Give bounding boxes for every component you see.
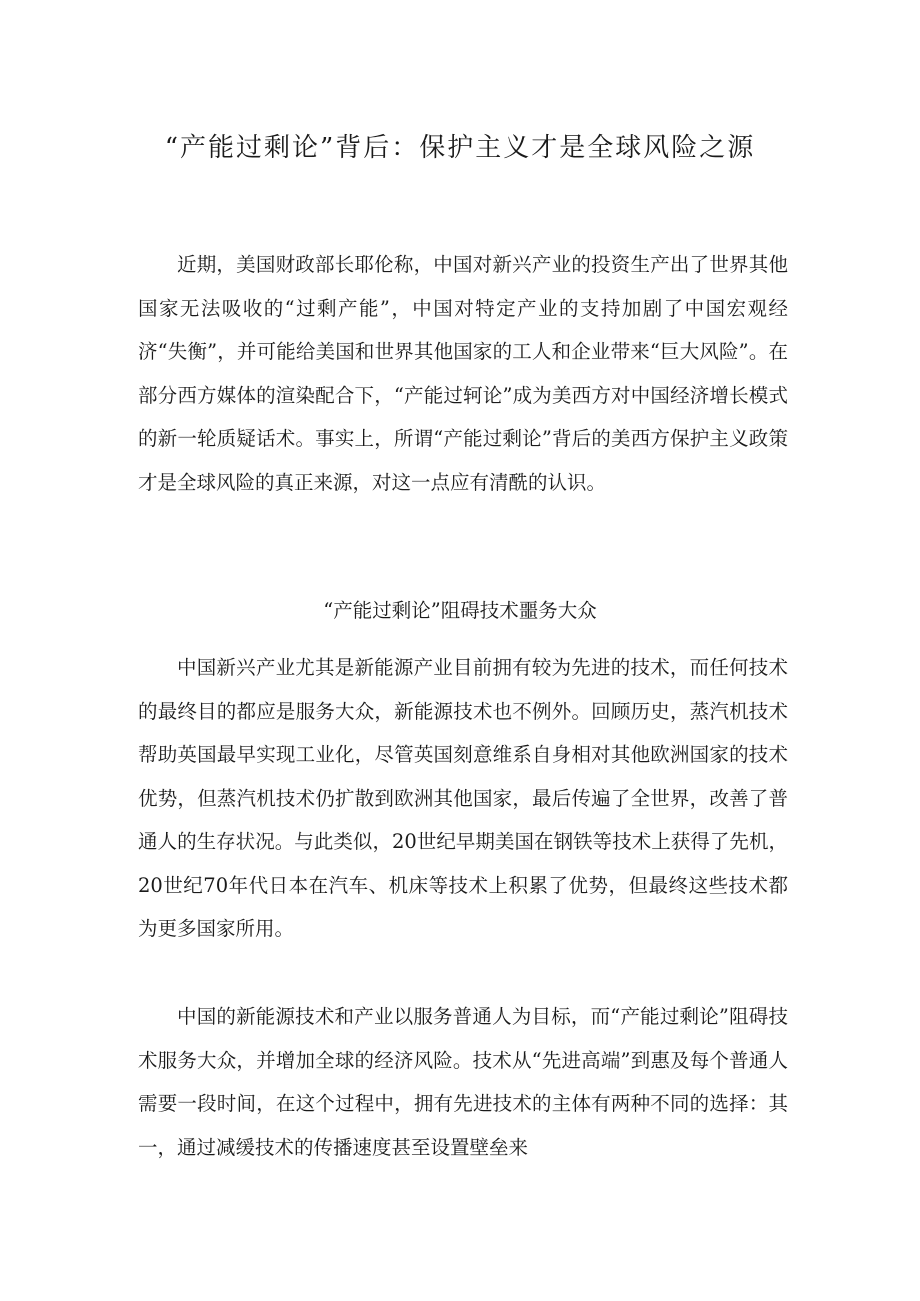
section-heading: “产能过剩论”阻碍技术噩务大众 <box>323 599 597 622</box>
document-title: “产能过剩论”背后：保护主义才是全球风险之源 <box>164 133 756 163</box>
paragraph-intro: 近期，美国财政部长耶伦称，中国对新兴产业的投资生产出了世界其他国家无法吸收的“过剩产能”，中国对特定产业的支持加剧了中国宏观经济“失衡”，并可能给美国和世界其他国家的工人和企业带来“巨大风险”。在部分西方媒体的渲染配合下，“产能过轲论”成为美西方对中国经济增长模式的新一轮质疑话术。事实上，所谓“产能过剩论”背后的美西方保护主义政策才是全球风险的真正来源，对这一点应有清酰的认识。 <box>138 253 788 494</box>
paragraph-new-energy: 中国的新能源技术和产业以服务普通人为目标，而“产能过剩论”阻碍技术服务大众，并增加全球的经济风险。技术从“先进高端”到惠及每个普通人需要一段时间，在这个过程中，拥有先进技术的主体有两种不同的选择：其一，通过减缓技术的传播速度甚至设置壁垒来 <box>138 1005 788 1159</box>
paragraph-technology-history: 中国新兴产业尤其是新能源产业目前拥有较为先进的技术，而任何技术的最终目的都应是服务大众，新能源技术也不例外。回顾历史，蒸汽机技术帮助英国最早实现工业化，尽管英国刻意维系自身相对其他欧洲国家的技术优势，但蒸汽机技术仍扩散到欧洲其他国家，最后传遍了全世界，改善了普通人的生存状况。与此类似，20世纪早期美国在钢铁等技术上获得了先机，20世纪70年代日本在汽车、机床等技术上积累了优势，但最终这些技术都为更多国家所用。 <box>138 656 788 940</box>
